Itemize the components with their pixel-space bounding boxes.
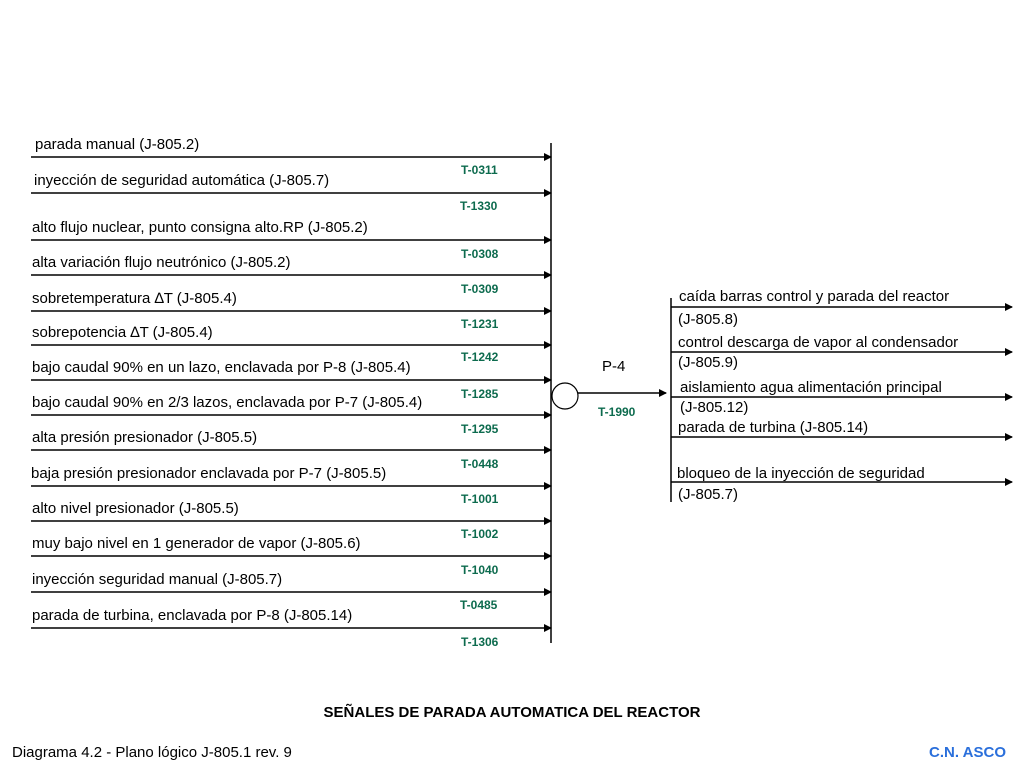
output-signal-row: [671, 465, 1012, 503]
input-signal-label: bajo caudal 90% en un lazo, enclavada por P-8 (J-805.4): [32, 359, 411, 376]
input-signal-label: parada de turbina, enclavada por P-8 (J-805.14): [32, 607, 353, 624]
output-signal-reference: (J-805.7): [678, 486, 739, 503]
output-signal-reference: (J-805.8): [678, 311, 739, 328]
output-signal-label: bloqueo de la inyección de seguridad: [677, 465, 925, 482]
input-signal-tag: T-1285: [461, 387, 499, 401]
output-signal-label: aislamiento agua alimentación principal: [680, 379, 942, 396]
input-signal-label: alto nivel presionador (J-805.5): [32, 500, 239, 517]
input-signal-tag: T-1002: [461, 527, 499, 541]
output-signal-label: caída barras control y parada del reactor: [679, 288, 950, 305]
input-signal-tag: T-1001: [461, 492, 499, 506]
input-signal-row: [31, 136, 551, 177]
input-signal-tag: T-1040: [461, 563, 499, 577]
input-signal-label: alto flujo nuclear, punto consigna alto.RP (J-805.2): [32, 219, 368, 236]
output-signal-row: [671, 334, 1012, 371]
input-signal-row: [31, 172, 551, 213]
input-signal-tag: T-0309: [461, 282, 499, 296]
output-signal-label: parada de turbina (J-805.14): [678, 419, 869, 436]
input-signal-label: sobrepotencia ∆T (J-805.4): [32, 324, 213, 341]
footer-caption: Diagrama 4.2 - Plano lógico J-805.1 rev. 9: [12, 744, 292, 761]
input-signals: [31, 136, 551, 649]
input-signal-label: muy bajo nivel en 1 generador de vapor (J-805.6): [32, 535, 361, 552]
input-signal-tag: T-0311: [461, 163, 498, 177]
input-signal-label: parada manual (J-805.2): [35, 136, 200, 153]
output-signal-row: [671, 379, 1012, 416]
output-signal-row: [671, 419, 1012, 437]
input-signal-label: inyección seguridad manual (J-805.7): [32, 571, 283, 588]
output-signal-label: control descarga de vapor al condensador: [678, 334, 959, 351]
footer-brand: C.N. ASCO: [929, 744, 1006, 761]
input-signal-tag: T-1330: [460, 199, 498, 213]
output-signal-reference: (J-805.12): [680, 399, 749, 416]
logic-gate-circle: [552, 383, 578, 409]
input-signal-tag: T-0485: [460, 598, 498, 612]
permissive-label: P-4: [602, 358, 626, 375]
diagram-title: SEÑALES DE PARADA AUTOMATICA DEL REACTOR: [323, 704, 701, 721]
input-signal-label: inyección de seguridad automática (J-805.7): [34, 172, 330, 189]
permissive-tag: T-1990: [598, 405, 636, 419]
input-signal-row: [31, 571, 551, 612]
output-signal-row: [671, 288, 1012, 328]
input-signal-label: sobretemperatura ∆T (J-805.4): [32, 290, 237, 307]
output-signals: [671, 288, 1012, 503]
input-signal-label: alta presión presionador (J-805.5): [32, 429, 258, 446]
input-signal-label: alta variación flujo neutrónico (J-805.2): [32, 254, 291, 271]
input-signal-tag: T-1242: [461, 350, 499, 364]
input-signal-tag: T-1295: [461, 422, 499, 436]
input-signal-tag: T-0448: [461, 457, 499, 471]
input-signal-label: baja presión presionador enclavada por P-7 (J-805.5): [31, 465, 387, 482]
input-signal-tag: T-0308: [461, 247, 499, 261]
input-signal-tag: T-1231: [461, 317, 499, 331]
output-signal-reference: (J-805.9): [678, 354, 739, 371]
input-signal-tag: T-1306: [461, 635, 499, 649]
input-signal-row: [31, 607, 551, 649]
input-signal-label: bajo caudal 90% en 2/3 lazos, enclavada por P-7 (J-805.4): [32, 394, 423, 411]
